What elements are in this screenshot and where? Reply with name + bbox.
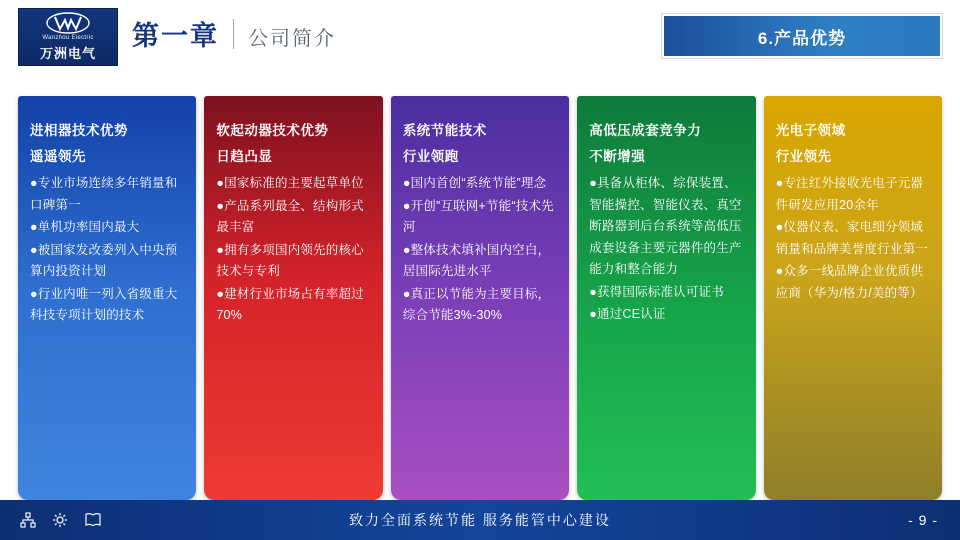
card-title-line2: 行业领先 [775,148,832,164]
company-logo [18,8,118,66]
logo-subtitle: Wanzhou Electric [42,35,94,41]
card-bullet: ●拥有多项国内领先的核心技术与专利 [216,242,364,279]
card-title [216,118,370,169]
advantage-card-1 [18,96,196,500]
card-title [30,118,184,169]
card-bullet: ●真正以节能为主要目标，综合节能3%-30% [402,286,551,323]
card-title [776,118,930,169]
card-title-line1: 进相器技术优势 [30,123,128,138]
section-badge [662,14,942,58]
advantage-card-5 [764,96,942,500]
card-title-line1: 光电子领域 [775,123,846,138]
page-number: - 9 - [908,512,938,528]
card-bullet: ●单机功率国内最大 [30,220,140,235]
card-body [589,173,743,326]
chapter-divider [233,19,234,49]
card-title-line1: 高低压成套竞争力 [589,123,702,138]
card-title-line2: 日趋凸显 [216,148,273,164]
card-bullet: ●专注红外接收光电子元器件研发应用20余年 [775,176,924,212]
card-bullet: ●整体技术填补国内空白，居国际先进水平 [402,242,551,279]
advantage-cards [18,96,942,500]
card-title-line1: 软起动器技术优势 [216,123,329,138]
card-body [776,173,930,304]
card-bullet: ●被国家发改委列入中央预算内投资计划 [30,242,178,279]
card-bullet: ●国家标准的主要起草单位 [216,176,364,191]
slide-footer [0,500,960,540]
card-title-line2: 遥遥领先 [30,148,86,164]
card-title-line1: 系统节能技术 [402,123,487,138]
card-title [589,118,743,169]
card-body [216,173,370,327]
card-bullet: ●获得国际标准认可证书 [589,284,724,299]
card-bullet: ●开创”互联网+节能“技术先河 [402,198,554,235]
card-bullet: ●仪器仪表、家电细分领域销量和品牌美誉度行业第一 [775,220,929,256]
footer-slogan: 致力全面系统节能 服务能管中心建设 [349,512,611,528]
advantage-card-2 [204,96,382,500]
advantage-card-4 [577,96,755,500]
section-badge-label: 6.产品优势 [757,28,847,48]
card-body [403,173,557,327]
card-bullet: ●通过CE认证 [589,307,666,322]
card-bullet: ●建材行业市场占有率超过70% [216,286,364,323]
card-title [403,118,557,169]
card-bullet: ●产品系列最全、结构形式最丰富 [216,198,364,235]
advantage-card-3 [391,96,569,500]
card-body [30,173,184,327]
card-title-line2: 不断增强 [589,148,646,164]
w-logo-icon [45,12,91,34]
logo-company-name: 万洲电气 [39,46,96,61]
chapter-title: 公司简介 [248,28,336,50]
card-title-line2: 行业领跑 [402,148,459,164]
card-bullet: ●国内首创“系统节能”理念 [402,176,547,191]
card-bullet: ●众多一线品牌企业优质供应商（华为/格力/美的等） [775,264,924,300]
slide-header [0,0,960,76]
chapter-heading [132,14,336,53]
card-bullet: ●具备从柜体、综保装置、智能操控、智能仪表、真空断路器到后台系统等高低压成套设备主要元器件的生产能力和整合能力 [589,176,742,277]
chapter-number: 第一章 [132,21,219,51]
card-bullet: ●行业内唯一列入省级重大科技专项计划的技术 [30,286,178,323]
card-bullet: ●专业市场连续多年销量和口碑第一 [30,176,178,212]
